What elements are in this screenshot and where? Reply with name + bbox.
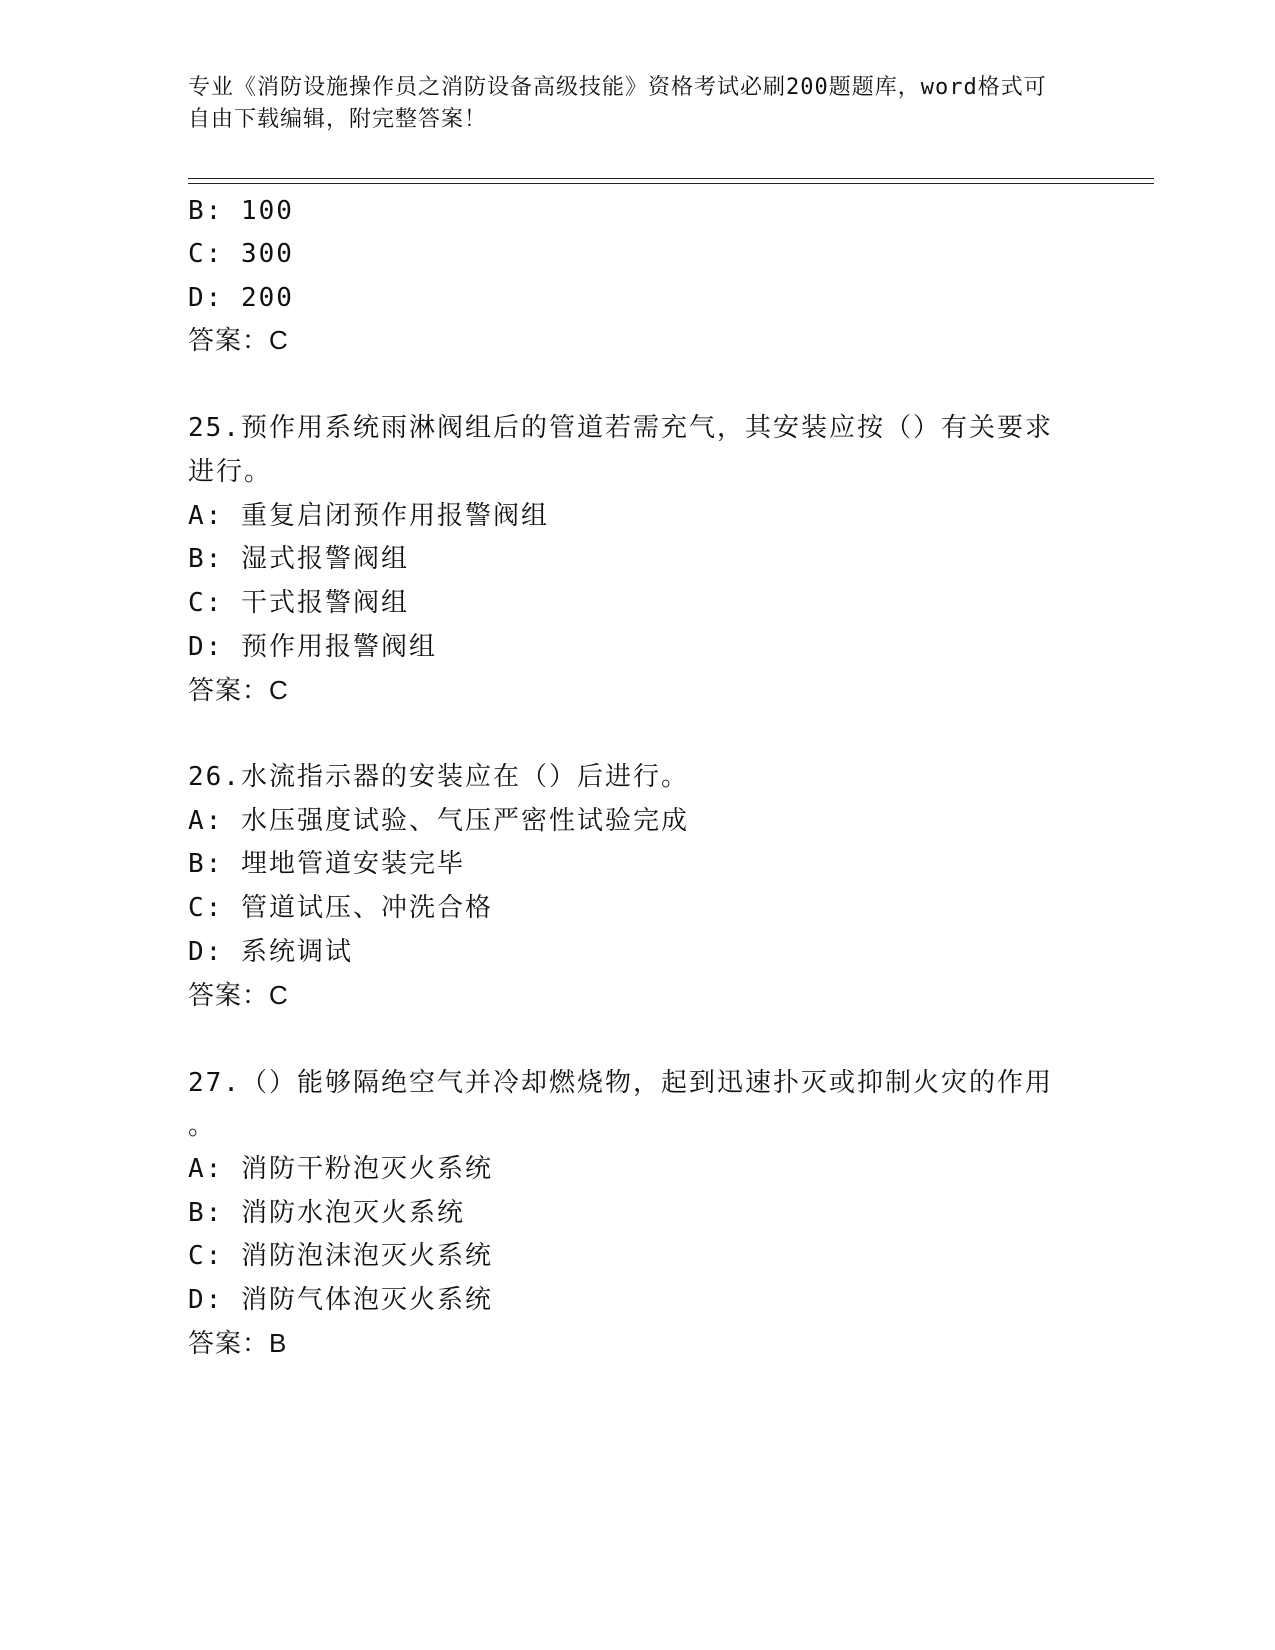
q26-option-c: C: 管道试压、冲洗合格 xyxy=(188,893,493,923)
q25-option-a: A: 重复启闭预作用报警阀组 xyxy=(188,501,549,531)
q27-option-b: B: 消防水泡灭火系统 xyxy=(188,1198,465,1228)
q27-stem-line2: 。 xyxy=(188,1111,217,1141)
q25-option-c: C: 干式报警阀组 xyxy=(188,588,409,618)
q25-stem-line2: 进行。 xyxy=(188,457,273,487)
q26-option-b: B: 埋地管道安装完毕 xyxy=(188,849,465,879)
q25-stem-line1: 25.预作用系统雨淋阀组后的管道若需充气，其安装应按（）有关要求 xyxy=(188,413,1053,443)
q27-stem-line1: 27.（）能够隔绝空气并冷却燃烧物，起到迅速扑灭或抑制火灾的作用 xyxy=(188,1068,1053,1098)
q27-option-d: D: 消防气体泡灭火系统 xyxy=(188,1285,493,1315)
q26-stem-line1: 26.水流指示器的安装应在（）后进行。 xyxy=(188,762,689,792)
q27-answer: 答案：B xyxy=(188,1328,288,1358)
q26-option-d: D: 系统调试 xyxy=(188,937,353,967)
document-header: 专业《消防设施操作员之消防设备高级技能》资格考试必刷200题题库，word格式可自由下载编辑，附完整答案！ xyxy=(188,75,1047,132)
q24-option-d: D: 200 xyxy=(188,283,294,313)
header-divider-bottom xyxy=(188,183,1154,184)
q25-answer: 答案：C xyxy=(188,675,289,705)
q26-option-a: A: 水压强度试验、气压严密性试验完成 xyxy=(188,806,689,836)
q26-answer: 答案：C xyxy=(188,980,289,1010)
q25-option-d: D: 预作用报警阀组 xyxy=(188,632,437,662)
header-divider-top xyxy=(188,178,1154,179)
q24-option-b: B: 100 xyxy=(188,196,294,226)
q25-option-b: B: 湿式报警阀组 xyxy=(188,544,409,574)
q24-answer: 答案：C xyxy=(188,325,289,355)
q27-option-c: C: 消防泡沫泡灭火系统 xyxy=(188,1241,493,1271)
q27-option-a: A: 消防干粉泡灭火系统 xyxy=(188,1154,493,1184)
q24-option-c: C: 300 xyxy=(188,239,294,269)
